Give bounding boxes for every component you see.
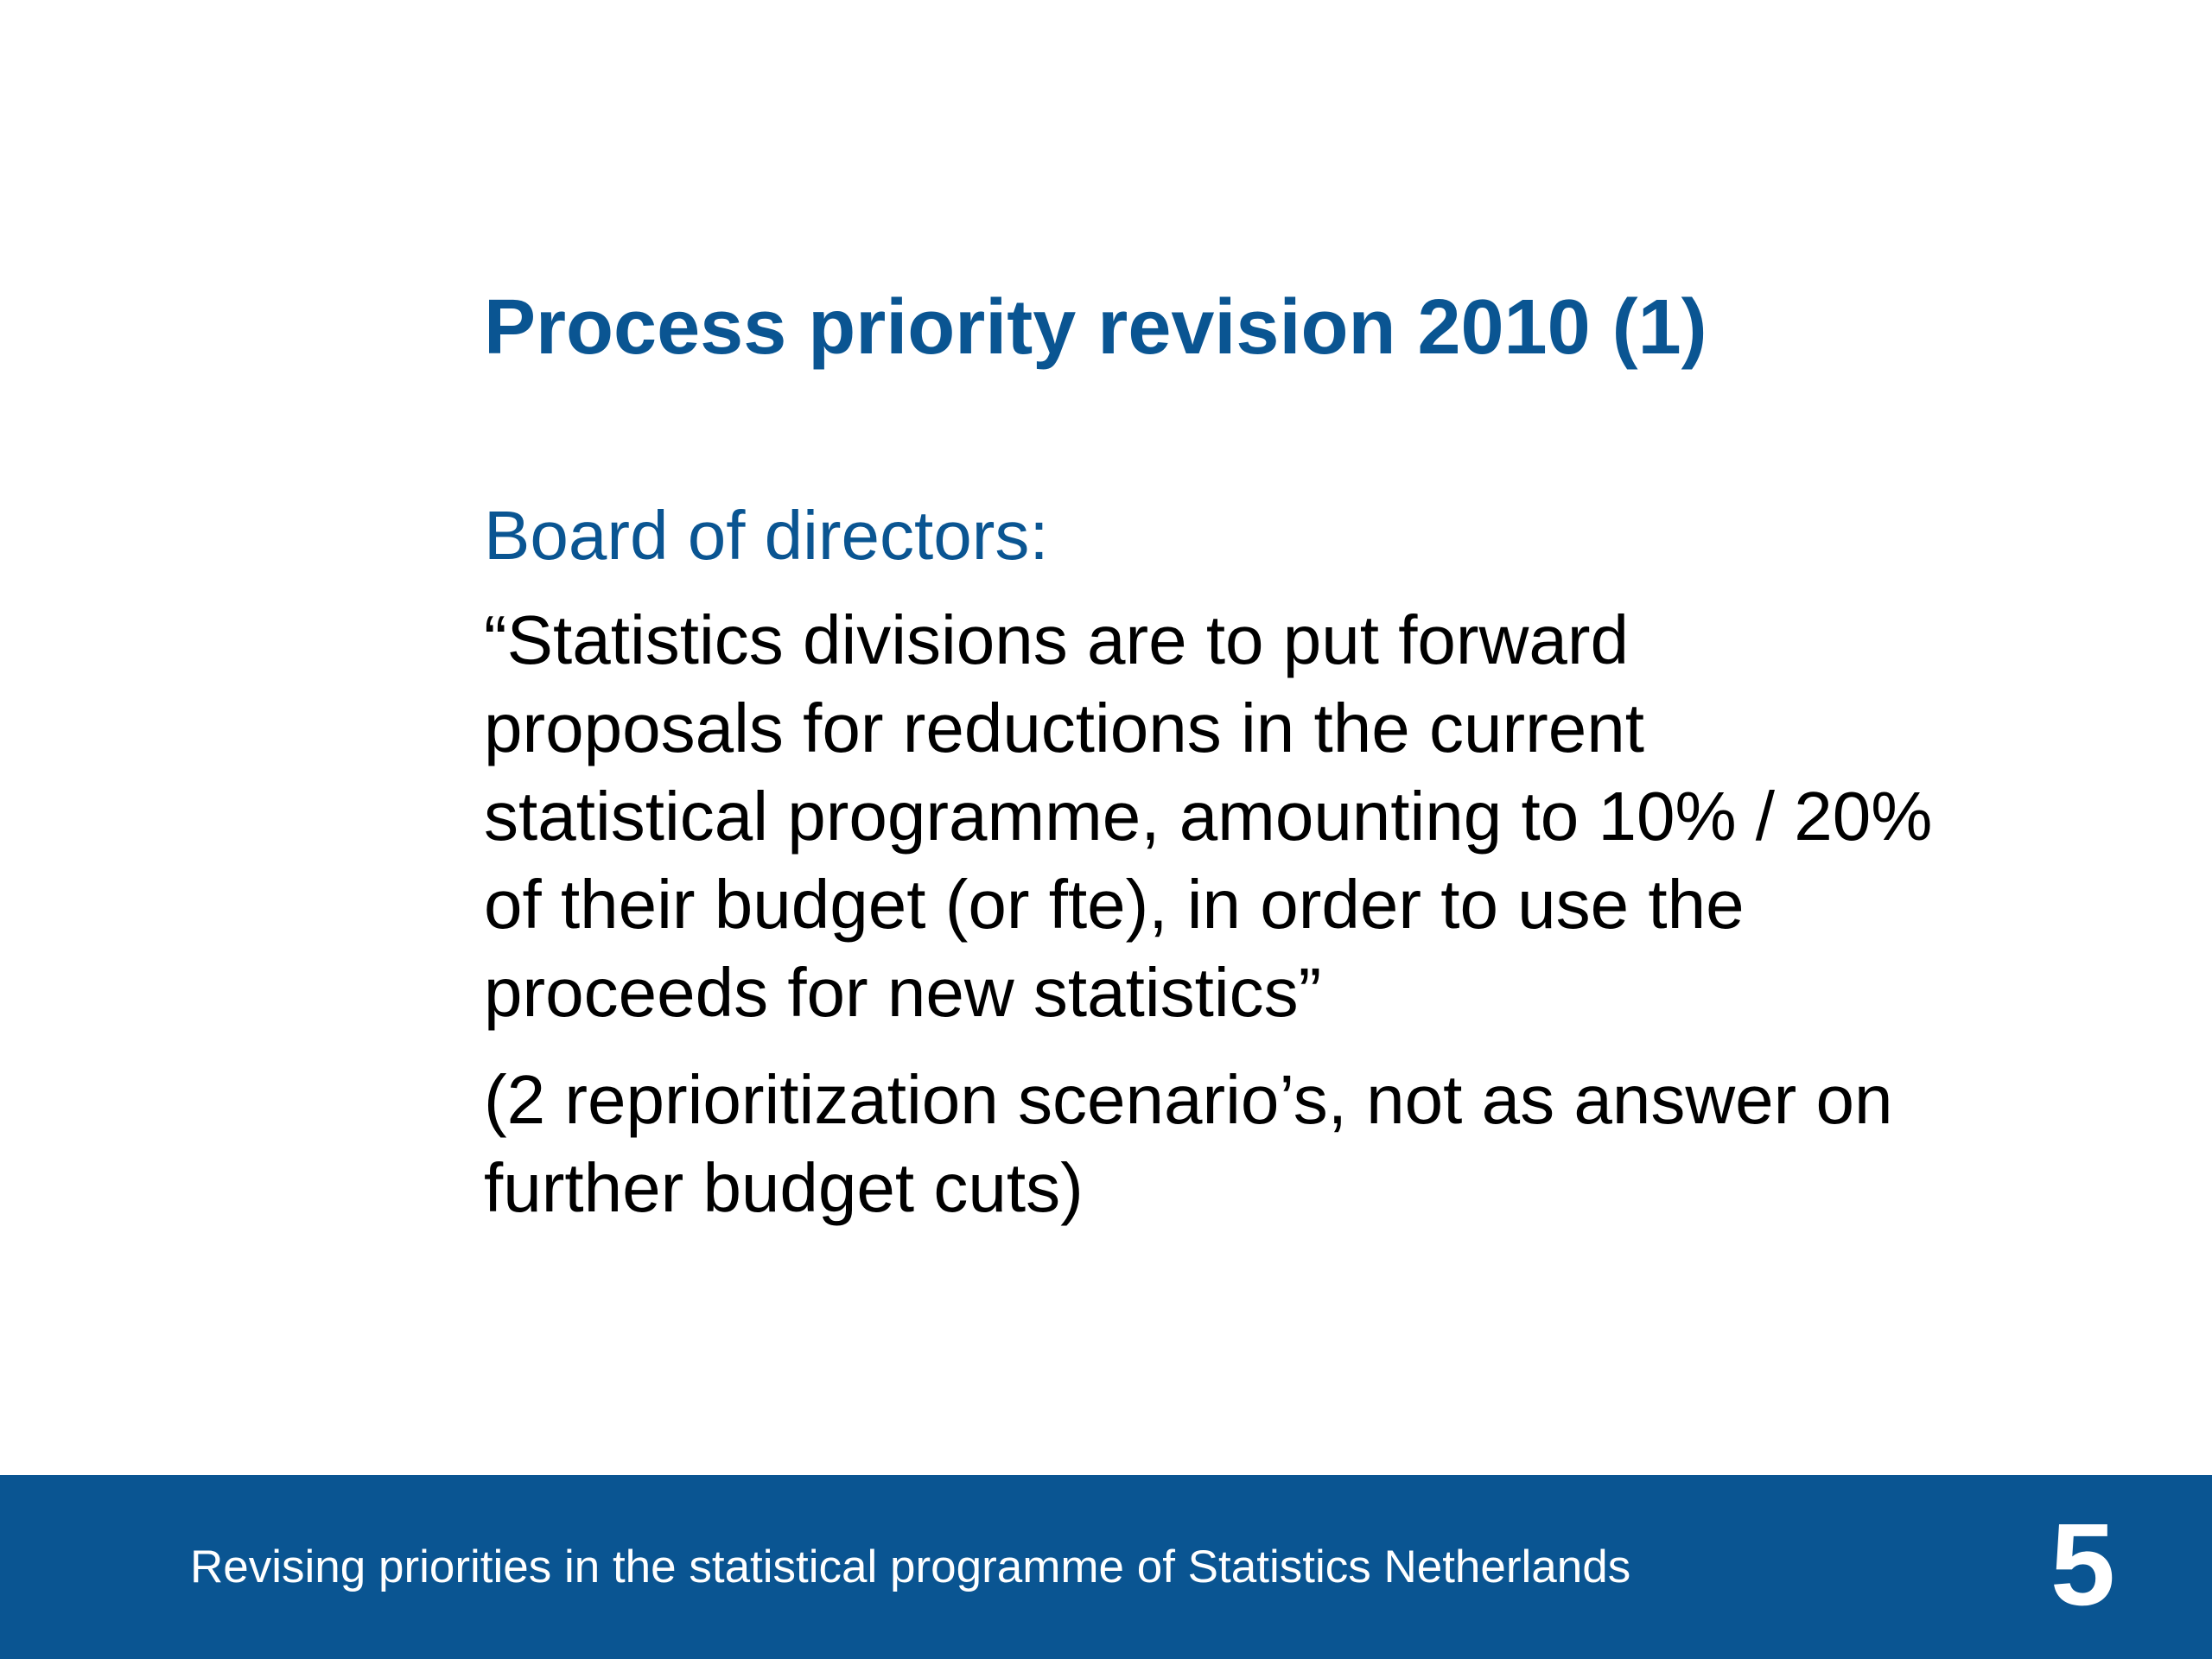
slide-title: Process priority revision 2010 (1) [484,284,1707,371]
note-line: (2 reprioritization scenario’s, not as answer on [484,1061,1893,1138]
note-line: further budget cuts) [484,1149,1084,1226]
quote-line: “Statistics divisions are to put forward [484,601,1629,678]
board-quote [484,596,2126,1037]
quote-line: statistical programme, amounting to 10% / 20% [484,778,1933,855]
quote-line: proposals for reductions in the current [484,690,1644,766]
footer-caption: Revising priorities in the statistical programme of Statistics Netherlands [190,1541,1631,1592]
slide-content [484,493,2126,1232]
board-of-directors-heading: Board of directors: [484,497,1049,574]
footer-bar [0,1475,2212,1659]
scenario-note [484,1056,2126,1232]
quote-line: of their budget (or fte), in order to use the [484,866,1745,943]
page-number: 5 [2050,1499,2115,1630]
quote-line: proceeds for new statistics” [484,954,1322,1031]
